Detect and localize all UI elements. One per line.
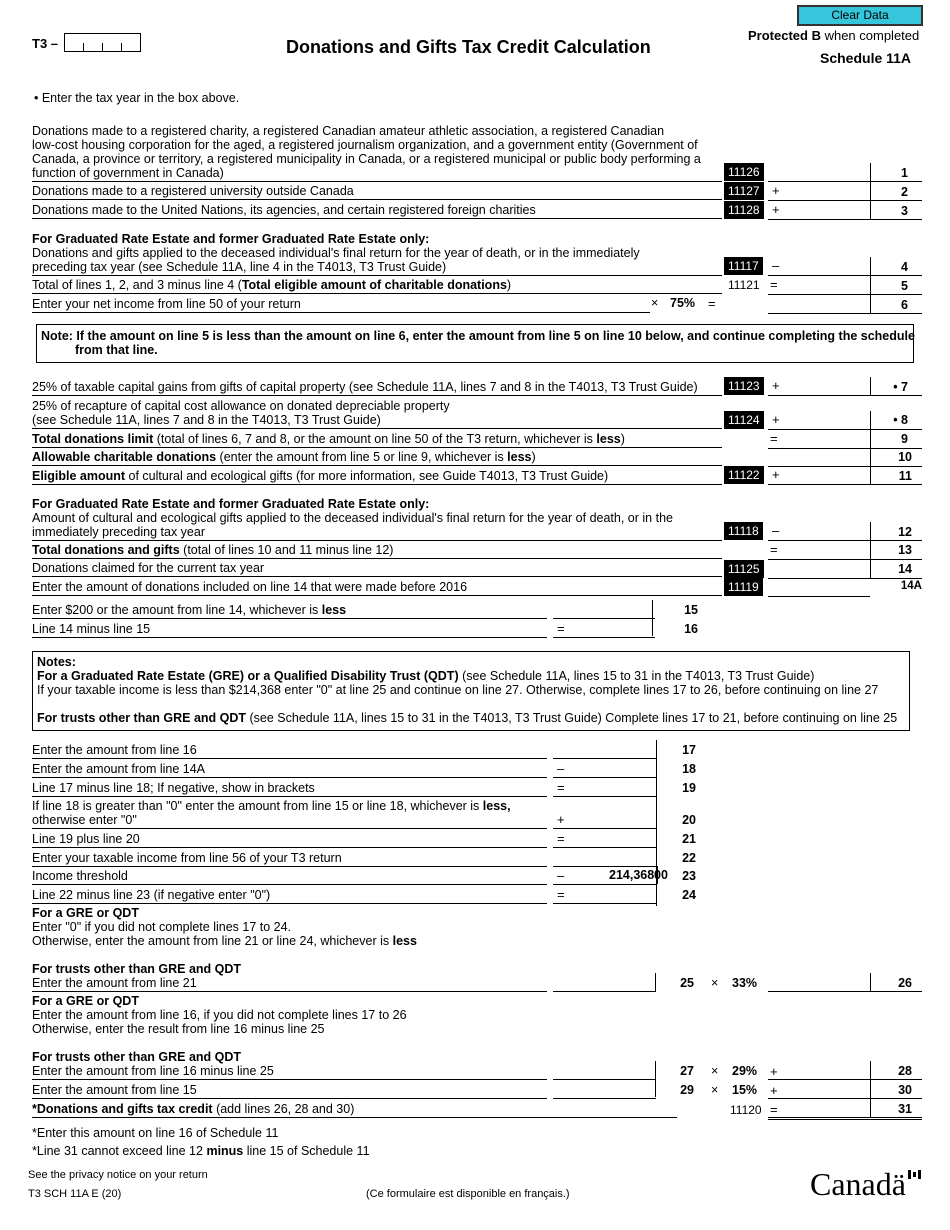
- line14a-text: Enter the amount of donations included on line 14 that were made before 2016: [32, 580, 468, 594]
- line6-text: Enter your net income from line 50 of your return: [32, 297, 301, 311]
- line10-text: Allowable charitable donations (enter the amount from line 5 or line 9, whichever is less): [32, 450, 536, 464]
- line-num-27: 27: [680, 1064, 694, 1078]
- line-num-23: 23: [682, 869, 696, 883]
- line3-text: Donations made to the United Nations, its agencies, and certain registered foreign charities: [32, 203, 536, 217]
- line-num-29: 29: [680, 1083, 694, 1097]
- line26-pct: 33%: [732, 976, 758, 990]
- line26-mult: ×: [711, 976, 719, 990]
- note1-text-1: Note: If the amount on line 5 is less than the amount on line 6, enter the amount from line 5 on line 10 below, and continue completing the schedule: [41, 329, 915, 343]
- note2-gre: For a Graduated Rate Estate (GRE) or a Qualified Disability Trust (QDT) (see Schedule 11A, lines 15 to 31 in the T4013, T3 Trust Guide): [37, 669, 815, 683]
- note2-other: For trusts other than GRE and QDT (see Schedule 11A, lines 15 to 31 in the T4013, T3 Trust Guide) Complete lines 17 to 21, before continuing on line 25: [37, 711, 898, 725]
- code-11126: 11126: [724, 163, 764, 181]
- protected-label: Protected B when completed: [748, 28, 920, 43]
- line22-text: Enter your taxable income from line 56 of your T3 return: [32, 851, 342, 865]
- line11-text: Eligible amount of cultural and ecological gifts (for more information, see Guide T4013, T3 Trust Guide): [32, 469, 609, 483]
- code-11117: 11117: [724, 257, 763, 275]
- line6-mult: ×: [651, 296, 659, 310]
- op-plus-28: +: [770, 1064, 778, 1079]
- form-identifier: T3 SCH 11A E (20): [28, 1188, 122, 1200]
- line27-field[interactable]: [553, 1061, 656, 1080]
- op-eq-13: =: [770, 542, 778, 557]
- other-heading-25: For trusts other than GRE and QDT: [32, 962, 242, 976]
- gre-27-text-a: Enter the amount from line 16, if you did not complete lines 17 to 26: [32, 1008, 407, 1022]
- note-box-2: [32, 651, 910, 731]
- line-num-14: 14: [898, 562, 912, 576]
- line1-text-3: Canada, a province or territory, a registered municipality in Canada, or a registered municipal or public body performing a: [32, 152, 701, 166]
- line7-text: 25% of taxable capital gains from gifts of capital property (see Schedule 11A, lines 7 and 8 in the T4013, T3 Trust Guide): [32, 380, 698, 394]
- gre-heading-25: For a GRE or QDT: [32, 906, 139, 920]
- code-11122: 11122: [724, 466, 764, 484]
- line-num-30: 30: [898, 1083, 912, 1097]
- op-minus-18: –: [557, 761, 565, 776]
- other-27-text: Enter the amount from line 16 minus line 25: [32, 1064, 274, 1078]
- code-11120: 11120: [730, 1103, 762, 1117]
- line23-field: [553, 866, 656, 885]
- op-eq-5: =: [770, 277, 778, 292]
- line8-text-2: (see Schedule 11A, lines 7 and 8 in the T4013, T3 Trust Guide): [32, 413, 381, 427]
- line-num-12: 12: [898, 525, 912, 539]
- line13-text: Total donations and gifts (total of lines 10 and 11 minus line 12): [32, 543, 394, 557]
- schedule-label: Schedule 11A: [820, 50, 912, 66]
- line-num-21: 21: [682, 832, 696, 846]
- note-box-1: [36, 324, 914, 363]
- line9-text: Total donations limit (total of lines 6, 7 and 8, or the amount on line 50 of the T3 return, whichever is less): [32, 432, 625, 446]
- op-eq-31: =: [770, 1102, 778, 1117]
- line-num-25: 25: [680, 976, 694, 990]
- line16-field[interactable]: [553, 619, 655, 638]
- french-notice: (Ce formulaire est disponible en français.): [366, 1188, 570, 1200]
- line4-text-1: Donations and gifts applied to the deceased individual's final return for the year of death, or in the immediately: [32, 246, 640, 260]
- line23-text: Income threshold: [32, 869, 128, 883]
- line15-text: Enter $200 or the amount from line 14, whichever is less: [32, 603, 347, 617]
- line15-field[interactable]: [553, 600, 655, 619]
- line25-field[interactable]: [553, 973, 656, 992]
- line-num-14a: 14A: [900, 580, 922, 592]
- note2-title: Notes:: [37, 655, 76, 669]
- line-num-18: 18: [682, 762, 696, 776]
- line24-field[interactable]: [553, 885, 656, 904]
- op-eq-19: =: [557, 780, 565, 795]
- form-title: Donations and Gifts Tax Credit Calculation: [286, 37, 651, 57]
- tax-year-instruction: • Enter the tax year in the box above.: [34, 91, 240, 105]
- line-num-7: • 7: [893, 380, 908, 394]
- line18-field[interactable]: [553, 759, 656, 778]
- line-num-5: 5: [901, 279, 908, 293]
- line-num-2: 2: [901, 185, 908, 199]
- op-eq-9: =: [770, 431, 778, 446]
- line21-field[interactable]: [553, 829, 656, 848]
- line1-text-4: function of government in Canada): [32, 166, 224, 180]
- line-num-16: 16: [684, 622, 698, 636]
- line6-eq: =: [708, 296, 716, 311]
- line-num-8: • 8: [893, 413, 908, 427]
- line20-field[interactable]: [553, 810, 656, 829]
- line-num-31: 31: [898, 1102, 912, 1116]
- line-num-17: 17: [682, 743, 696, 757]
- line-num-4: 4: [901, 260, 908, 274]
- code-11118: 11118: [724, 522, 763, 540]
- income-threshold-dollars: 214,368: [609, 868, 655, 882]
- op-plus-20: +: [557, 812, 565, 827]
- op-plus-8: +: [772, 412, 780, 427]
- line-num-19: 19: [682, 781, 696, 795]
- op-eq-24: =: [557, 887, 565, 902]
- line20-text-1: If line 18 is greater than "0" enter the amount from line 15 or line 18, whichever is less,: [32, 799, 511, 813]
- line-num-6: 6: [901, 298, 908, 312]
- line-num-1: 1: [901, 166, 908, 180]
- line17-text: Enter the amount from line 16: [32, 743, 197, 757]
- line16-text: Line 14 minus line 15: [32, 622, 151, 636]
- line-num-3: 3: [901, 204, 908, 218]
- line8-text-1: 25% of recapture of capital cost allowance on donated depreciable property: [32, 399, 450, 413]
- clear-data-button[interactable]: Clear Data: [797, 5, 923, 26]
- op-minus-12: –: [772, 523, 780, 538]
- footnote-2: *Line 31 cannot exceed line 12 minus line 15 of Schedule 11: [32, 1144, 370, 1158]
- line1-text-2: low-cost housing corporation for the aged, a registered journalism organization, and a government entity (Government of: [32, 138, 698, 152]
- gre-heading-27: For a GRE or QDT: [32, 994, 139, 1008]
- op-plus-3: +: [772, 202, 780, 217]
- line-num-20: 20: [682, 813, 696, 827]
- line12-text-2: immediately preceding tax year: [32, 525, 205, 539]
- op-minus-23: –: [557, 868, 565, 883]
- line5-text: Total of lines 1, 2, and 3 minus line 4 (Total eligible amount of charitable donations): [32, 278, 512, 292]
- footnote-1: *Enter this amount on line 16 of Schedule 11: [32, 1126, 279, 1140]
- line28-mult: ×: [711, 1064, 719, 1078]
- code-11128: 11128: [724, 201, 764, 219]
- line22-field[interactable]: [553, 848, 656, 867]
- gre-heading-1: For Graduated Rate Estate and former Graduated Rate Estate only:: [32, 232, 430, 246]
- line29-text: Enter the amount from line 15: [32, 1083, 197, 1097]
- line-num-28: 28: [898, 1064, 912, 1078]
- other-heading-27: For trusts other than GRE and QDT: [32, 1050, 242, 1064]
- code-11124: 11124: [724, 411, 764, 429]
- canada-wordmark: Canadä: [810, 1166, 906, 1202]
- op-plus-7: +: [772, 378, 780, 393]
- line31-text: *Donations and gifts tax credit (add lines 26, 28 and 30): [32, 1102, 355, 1116]
- gre-27-text-b: Otherwise, enter the result from line 16 minus line 25: [32, 1022, 325, 1036]
- op-minus-4: –: [772, 258, 780, 273]
- line30-mult: ×: [711, 1083, 719, 1097]
- op-plus-11: +: [772, 467, 780, 482]
- line-num-15: 15: [684, 603, 698, 617]
- canada-flag-icon: [908, 1170, 921, 1179]
- line-num-22: 22: [682, 851, 696, 865]
- line4-text-2: preceding tax year (see Schedule 11A, line 4 in the T4013, T3 Trust Guide): [32, 260, 447, 274]
- line14a-field[interactable]: [768, 578, 870, 597]
- line1-text-1: Donations made to a registered charity, a registered Canadian amateur athletic association, a registered Canadian: [32, 124, 665, 138]
- line-num-10: 10: [898, 450, 912, 464]
- line6-input-field[interactable]: [540, 294, 650, 313]
- line-num-11: 11: [898, 469, 912, 483]
- code-11127: 11127: [724, 182, 764, 200]
- line30-pct: 15%: [732, 1083, 758, 1097]
- line19-field[interactable]: [553, 778, 656, 797]
- line28-pct: 29%: [732, 1064, 758, 1078]
- line14-text: Donations claimed for the current tax year: [32, 561, 265, 575]
- op-plus-2: +: [772, 183, 780, 198]
- op-plus-30: +: [770, 1083, 778, 1098]
- line18-text: Enter the amount from line 14A: [32, 762, 206, 776]
- line20-text-2: otherwise enter "0": [32, 813, 137, 827]
- line2-text: Donations made to a registered university outside Canada: [32, 184, 354, 198]
- op-eq-21: =: [557, 831, 565, 846]
- line21-text: Line 19 plus line 20: [32, 832, 140, 846]
- line24-text: Line 22 minus line 23 (if negative enter "0"): [32, 888, 271, 902]
- line29-field[interactable]: [553, 1080, 656, 1099]
- line17-field[interactable]: [553, 740, 656, 759]
- note2-gre-line2: If your taxable income is less than $214,368 enter "0" at line 25 and continue on line 27. Otherwise, complete lines 17 to 26, before continuing on line 27: [37, 683, 879, 697]
- gre-25-text-a: Enter "0" if you did not complete lines 17 to 24.: [32, 920, 292, 934]
- line-num-24: 24: [682, 888, 696, 902]
- line6-pct: 75%: [670, 296, 696, 310]
- code-11119: 11119: [724, 578, 763, 596]
- form-prefix: T3 –: [32, 36, 59, 51]
- code-11125: 11125: [724, 560, 764, 578]
- gre-heading-2: For Graduated Rate Estate and former Graduated Rate Estate only:: [32, 497, 430, 511]
- op-eq-16: =: [557, 621, 565, 636]
- note1-text-2: from that line.: [75, 343, 158, 357]
- tax-year-input[interactable]: [64, 33, 141, 52]
- line12-text-1: Amount of cultural and ecological gifts applied to the deceased individual's final return for the year of death, or in the: [32, 511, 673, 525]
- line-num-13: 13: [898, 543, 912, 557]
- income-threshold-cents: 00: [654, 868, 668, 882]
- code-11121: 11121: [728, 278, 760, 292]
- code-11123: 11123: [724, 377, 764, 395]
- privacy-notice: See the privacy notice on your return: [28, 1169, 208, 1181]
- line-num-9: 9: [901, 432, 908, 446]
- line19-text: Line 17 minus line 18; If negative, show in brackets: [32, 781, 315, 795]
- line-num-26: 26: [898, 976, 912, 990]
- gre-25-text-b: Otherwise, enter the amount from line 21 or line 24, whichever is less: [32, 934, 417, 948]
- other-25-text: Enter the amount from line 21: [32, 976, 197, 990]
